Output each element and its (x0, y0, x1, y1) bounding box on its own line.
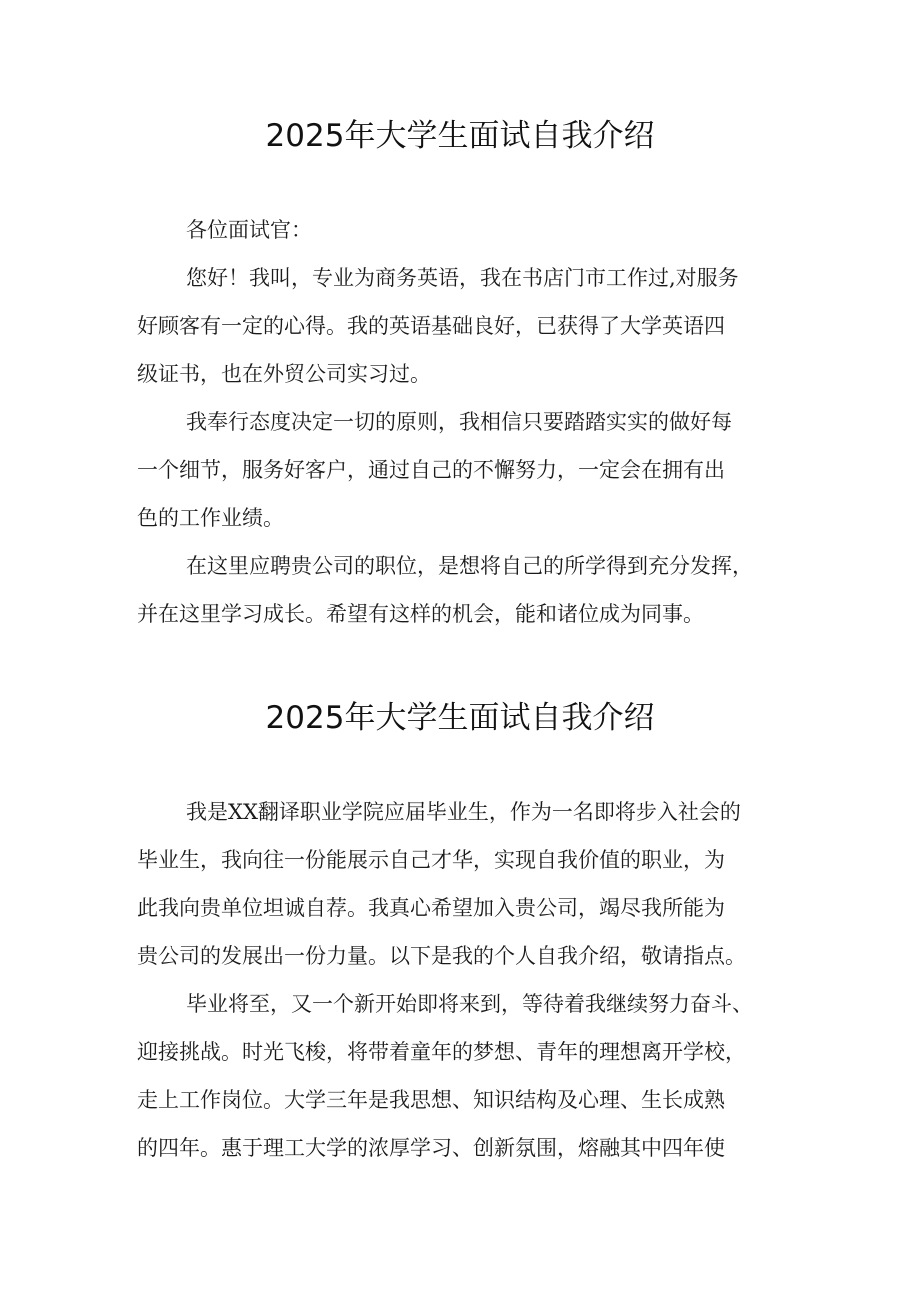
s2-p2-line-4: 的四年。惠于理工大学的浓厚学习、创新氛围，熔融其中四年使 (137, 1136, 725, 1160)
s1-p1-line-3: 级证书，也在外贸公司实习过。 (137, 362, 431, 386)
s1-p3-line-1: 在这里应聘贵公司的职位，是想将自己的所学得到充分发挥， (186, 554, 753, 578)
section-1-title: 2025年大学生面试自我介绍 (265, 118, 655, 154)
s2-p1-line-4: 贵公司的发展出一份力量。以下是我的个人自我介绍，敬请指点。 (137, 944, 746, 968)
s2-p1-line-3: 此我向贵单位坦诚自荐。我真心希望加入贵公司，竭尽我所能为 (137, 896, 725, 920)
s2-p1-line-1: 我是XX翻译职业学院应届毕业生，作为一名即将步入社会的 (186, 800, 741, 824)
s1-p2-line-2: 一个细节，服务好客户，通过自己的不懈努力，一定会在拥有出 (137, 458, 725, 482)
s1-p2-line-1: 我奉行态度决定一切的原则，我相信只要踏踏实实的做好每 (186, 410, 732, 434)
s1-p1-line-1: 您好！我叫，专业为商务英语，我在书店门市工作过,对服务 (186, 266, 739, 290)
s2-p2-line-1: 毕业将至，又一个新开始即将来到，等待着我继续努力奋斗、 (186, 992, 753, 1016)
s1-p3-line-2: 并在这里学习成长。希望有这样的机会，能和诸位成为同事。 (137, 602, 704, 626)
s2-p1-line-2: 毕业生，我向往一份能展示自己才华，实现自我价值的职业，为 (137, 848, 725, 872)
greeting: 各位面试官： (186, 218, 312, 242)
section-2-title: 2025年大学生面试自我介绍 (265, 700, 655, 736)
s1-p1-line-2: 好顾客有一定的心得。我的英语基础良好，已获得了大学英语四 (137, 314, 725, 338)
s1-p2-line-3: 色的工作业绩。 (137, 506, 284, 530)
s2-p2-line-3: 走上工作岗位。大学三年是我思想、知识结构及心理、生长成熟 (137, 1088, 725, 1112)
s2-p2-line-2: 迎接挑战。时光飞梭，将带着童年的梦想、青年的理想离开学校， (137, 1040, 746, 1064)
